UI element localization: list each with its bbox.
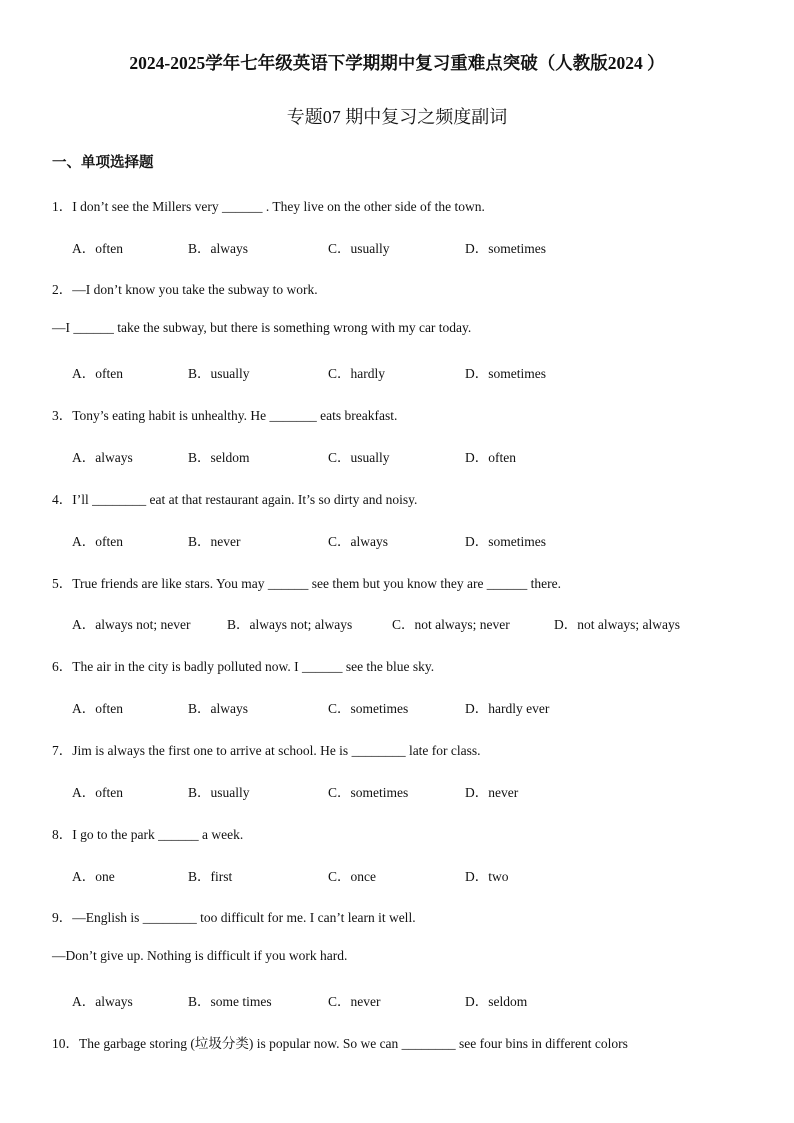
- question-8-text: 8．I go to the park ______ a week.: [52, 827, 244, 842]
- option-a: A．often: [72, 534, 123, 549]
- question-9-text-line-2: —Don’t give up. Nothing is difficult if you work hard.: [52, 948, 348, 963]
- option-c: C．sometimes: [328, 785, 409, 800]
- question-2-options: [72, 362, 772, 380]
- option-a: A．often: [72, 785, 123, 800]
- question-9-text: 9．—English is ________ too difficult for me. I can’t learn it well.: [52, 910, 416, 925]
- option-a: A．always not; never: [72, 617, 191, 632]
- option-b: B．usually: [188, 366, 250, 381]
- option-c: C．once: [328, 869, 376, 884]
- option-b: B．seldom: [188, 450, 250, 465]
- option-d: D．two: [465, 869, 509, 884]
- question-1-options: [72, 237, 772, 255]
- question-3-options: [72, 446, 772, 464]
- option-d: D．sometimes: [465, 241, 546, 256]
- option-b: B．always: [188, 701, 248, 716]
- question-3-text: 3．Tony’s eating habit is unhealthy. He _______ eats breakfast.: [52, 408, 398, 423]
- option-b: B．never: [188, 534, 241, 549]
- option-c: C．not always; never: [392, 617, 510, 632]
- question-9-options: [72, 990, 772, 1008]
- question-7-text: 7．Jim is always the first one to arrive at school. He is ________ late for class.: [52, 743, 481, 758]
- option-b: B．always: [188, 241, 248, 256]
- option-d: D．sometimes: [465, 366, 546, 381]
- option-b: B．some times: [188, 994, 272, 1009]
- document-subtitle: 专题07 期中复习之频度副词: [286, 107, 508, 127]
- option-b: B．always not; always: [227, 617, 353, 632]
- question-6-options: [72, 697, 772, 715]
- option-a: A．often: [72, 366, 123, 381]
- option-a: A．one: [72, 869, 115, 884]
- option-c: C．sometimes: [328, 701, 409, 716]
- question-2-text-line-2: —I ______ take the subway, but there is something wrong with my car today.: [52, 320, 472, 335]
- option-d: D．sometimes: [465, 534, 546, 549]
- option-c: C．never: [328, 994, 381, 1009]
- option-a: A．always: [72, 994, 133, 1009]
- question-4-options: [72, 530, 772, 548]
- option-d: D．seldom: [465, 994, 528, 1009]
- option-b: B．first: [188, 869, 233, 884]
- question-5-options: [72, 613, 772, 631]
- option-c: C．usually: [328, 450, 390, 465]
- option-c: C．always: [328, 534, 388, 549]
- option-d: D．often: [465, 450, 516, 465]
- option-d: D．not always; always: [554, 617, 680, 632]
- question-6-text: 6．The air in the city is badly polluted now. I ______ see the blue sky.: [52, 659, 435, 674]
- section-heading: 一、单项选择题: [52, 155, 154, 171]
- question-8-options: [72, 865, 772, 883]
- option-a: A．always: [72, 450, 133, 465]
- option-a: A．often: [72, 701, 123, 716]
- option-b: B．usually: [188, 785, 250, 800]
- question-10-text: 10．The garbage storing (垃圾分类) is popular now. So we can ________ see four bins in different colors: [52, 1036, 628, 1051]
- document-title: 2024-2025学年七年级英语下学期期中复习重难点突破（人教版2024 ）: [129, 53, 665, 73]
- option-d: D．hardly ever: [465, 701, 550, 716]
- question-4-text: 4．I’ll ________ eat at that restaurant again. It’s so dirty and noisy.: [52, 492, 418, 507]
- option-a: A．often: [72, 241, 123, 256]
- question-1-text: 1．I don’t see the Millers very ______ . They live on the other side of the town.: [52, 199, 485, 214]
- question-7-options: [72, 781, 772, 799]
- option-c: C．usually: [328, 241, 390, 256]
- question-2-text: 2．—I don’t know you take the subway to work.: [52, 282, 318, 297]
- option-c: C．hardly: [328, 366, 385, 381]
- question-5-text: 5．True friends are like stars. You may ______ see them but you know they are ______ there.: [52, 576, 562, 591]
- option-d: D．never: [465, 785, 519, 800]
